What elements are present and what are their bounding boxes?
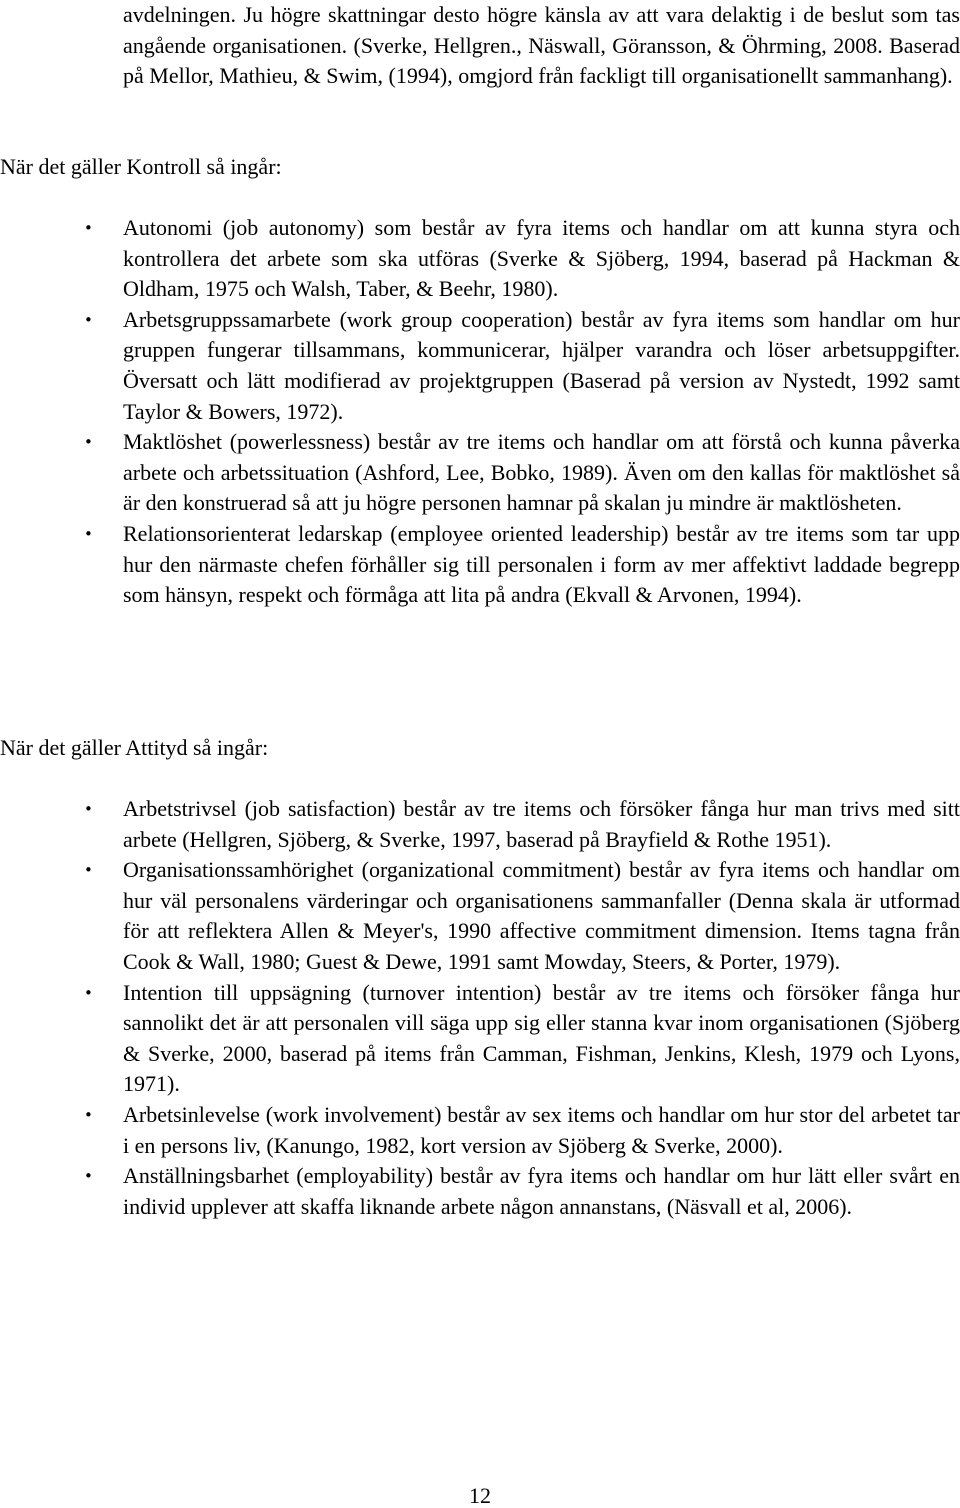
list-item xyxy=(0,978,960,1100)
bullet-icon: • xyxy=(84,310,93,329)
list-item xyxy=(0,427,960,519)
section-heading-attityd: När det gäller Attityd så ingår: xyxy=(0,735,269,760)
list-item-text: Autonomi (job autonomy) som består av fyra items och handlar om att kunna styra och kontrollera det arbete som ska utföras (Sverke & Sjöberg, 1994, baserad på Hackman & Oldham, 1975 och Walsh, Taber, & Beehr, 1980). xyxy=(123,215,960,302)
bullet-list-attityd xyxy=(0,794,960,1222)
list-item xyxy=(0,1100,960,1161)
list-item xyxy=(0,519,960,611)
bullet-list-kontroll xyxy=(0,213,960,611)
bullet-icon: • xyxy=(84,1167,93,1186)
bullet-icon: • xyxy=(84,219,93,237)
list-item-text: Maktlöshet (powerlessness) består av tre items och handlar om att förstå och kunna påverka arbete och arbetssituation (Ashford, Lee, Bobko, 1989). Även om den kallas för maktlöshet så är den konstruerad så att ju högre personen hamnar på skalan ju mindre är maktlösheten. xyxy=(123,429,960,516)
list-item xyxy=(0,794,960,855)
list-item-text: Arbetstrivsel (job satisfaction) består av tre items och försöker fånga hur man trivs med sitt arbete (Hellgren, Sjöberg, & Sverke, 1997, baserad på Brayfield & Rothe 1951). xyxy=(123,796,960,852)
list-item-text: Anställningsbarhet (employability) består av fyra items och handlar om hur lätt eller svårt en individ upplever att skaffa liknande arbete någon annanstans, (Näsvall et al, 2006). xyxy=(123,1163,960,1219)
intro-paragraph: avdelningen. Ju högre skattningar desto högre känsla av att vara delaktig i de beslut som tas angående organisationen. (Sverke, Hellgren., Näswall, Göransson, & Öhrming, 2008. Baserad på Mellor, Mathieu, & Swim, (1994), omgjord från fackligt till organisationellt sammanhang). xyxy=(123,2,960,89)
list-item-text: Relationsorienterat ledarskap (employee oriented leadership) består av tre items som tar upp hur den närmaste chefen förhåller sig till personalen i form av mer affektivt laddade begrepp som hänsyn, respekt och förmåga att lita på andra (Ekvall & Arvonen, 1994). xyxy=(123,520,960,608)
section-heading-kontroll: När det gäller Kontroll så ingår: xyxy=(0,154,282,179)
list-item xyxy=(0,213,960,305)
list-item xyxy=(0,855,960,977)
bullet-icon: • xyxy=(84,1105,93,1124)
list-item-text: Intention till uppsägning (turnover intention) består av tre items och försöker fånga hur sannolikt det är att personalen vill säga upp sig eller stanna kvar inom organisationen (Sjöberg & Sverke, 2000, baserad på items från Camman, Fishman, Jenkins, Klesh, 1979 och Lyons, 1971). xyxy=(123,979,960,1097)
bullet-icon: • xyxy=(84,800,93,818)
list-item xyxy=(0,1161,960,1222)
list-item-text: Arbetsinlevelse (work involvement) består av sex items och handlar om hur stor del arbetet tar i en persons liv, (Kanungo, 1982, kort version av Sjöberg & Sverke, 2000). xyxy=(123,1101,960,1158)
list-item-text: Arbetsgruppssamarbete (work group cooperation) består av fyra items som handlar om hur gruppen fungerar tillsammans, kommunicerar, hjälper varandra och löser arbetsuppgifter. Översatt och lätt modifierad av projektgruppen (Baserad på version av Nystedt, 1992 samt Taylor & Bowers, 1972). xyxy=(123,306,960,424)
bullet-icon: • xyxy=(84,524,93,543)
bullet-icon: • xyxy=(84,433,93,452)
bullet-icon: • xyxy=(84,983,93,1002)
list-item xyxy=(0,305,960,427)
list-item-text: Organisationssamhörighet (organizational commitment) består av fyra items och handlar om hur väl personalens värderingar och organisationens sammanfaller (Denna skala är utformad för att reflektera Allen & Meyer's, 1990 affective commitment dimension. Items tagna från Cook & Wall, 1980; Guest & Dewe, 1991 samt Mowday, Steers, & Porter, 1979). xyxy=(123,857,960,974)
page-number: 12 xyxy=(469,1483,491,1508)
bullet-icon: • xyxy=(84,861,93,880)
